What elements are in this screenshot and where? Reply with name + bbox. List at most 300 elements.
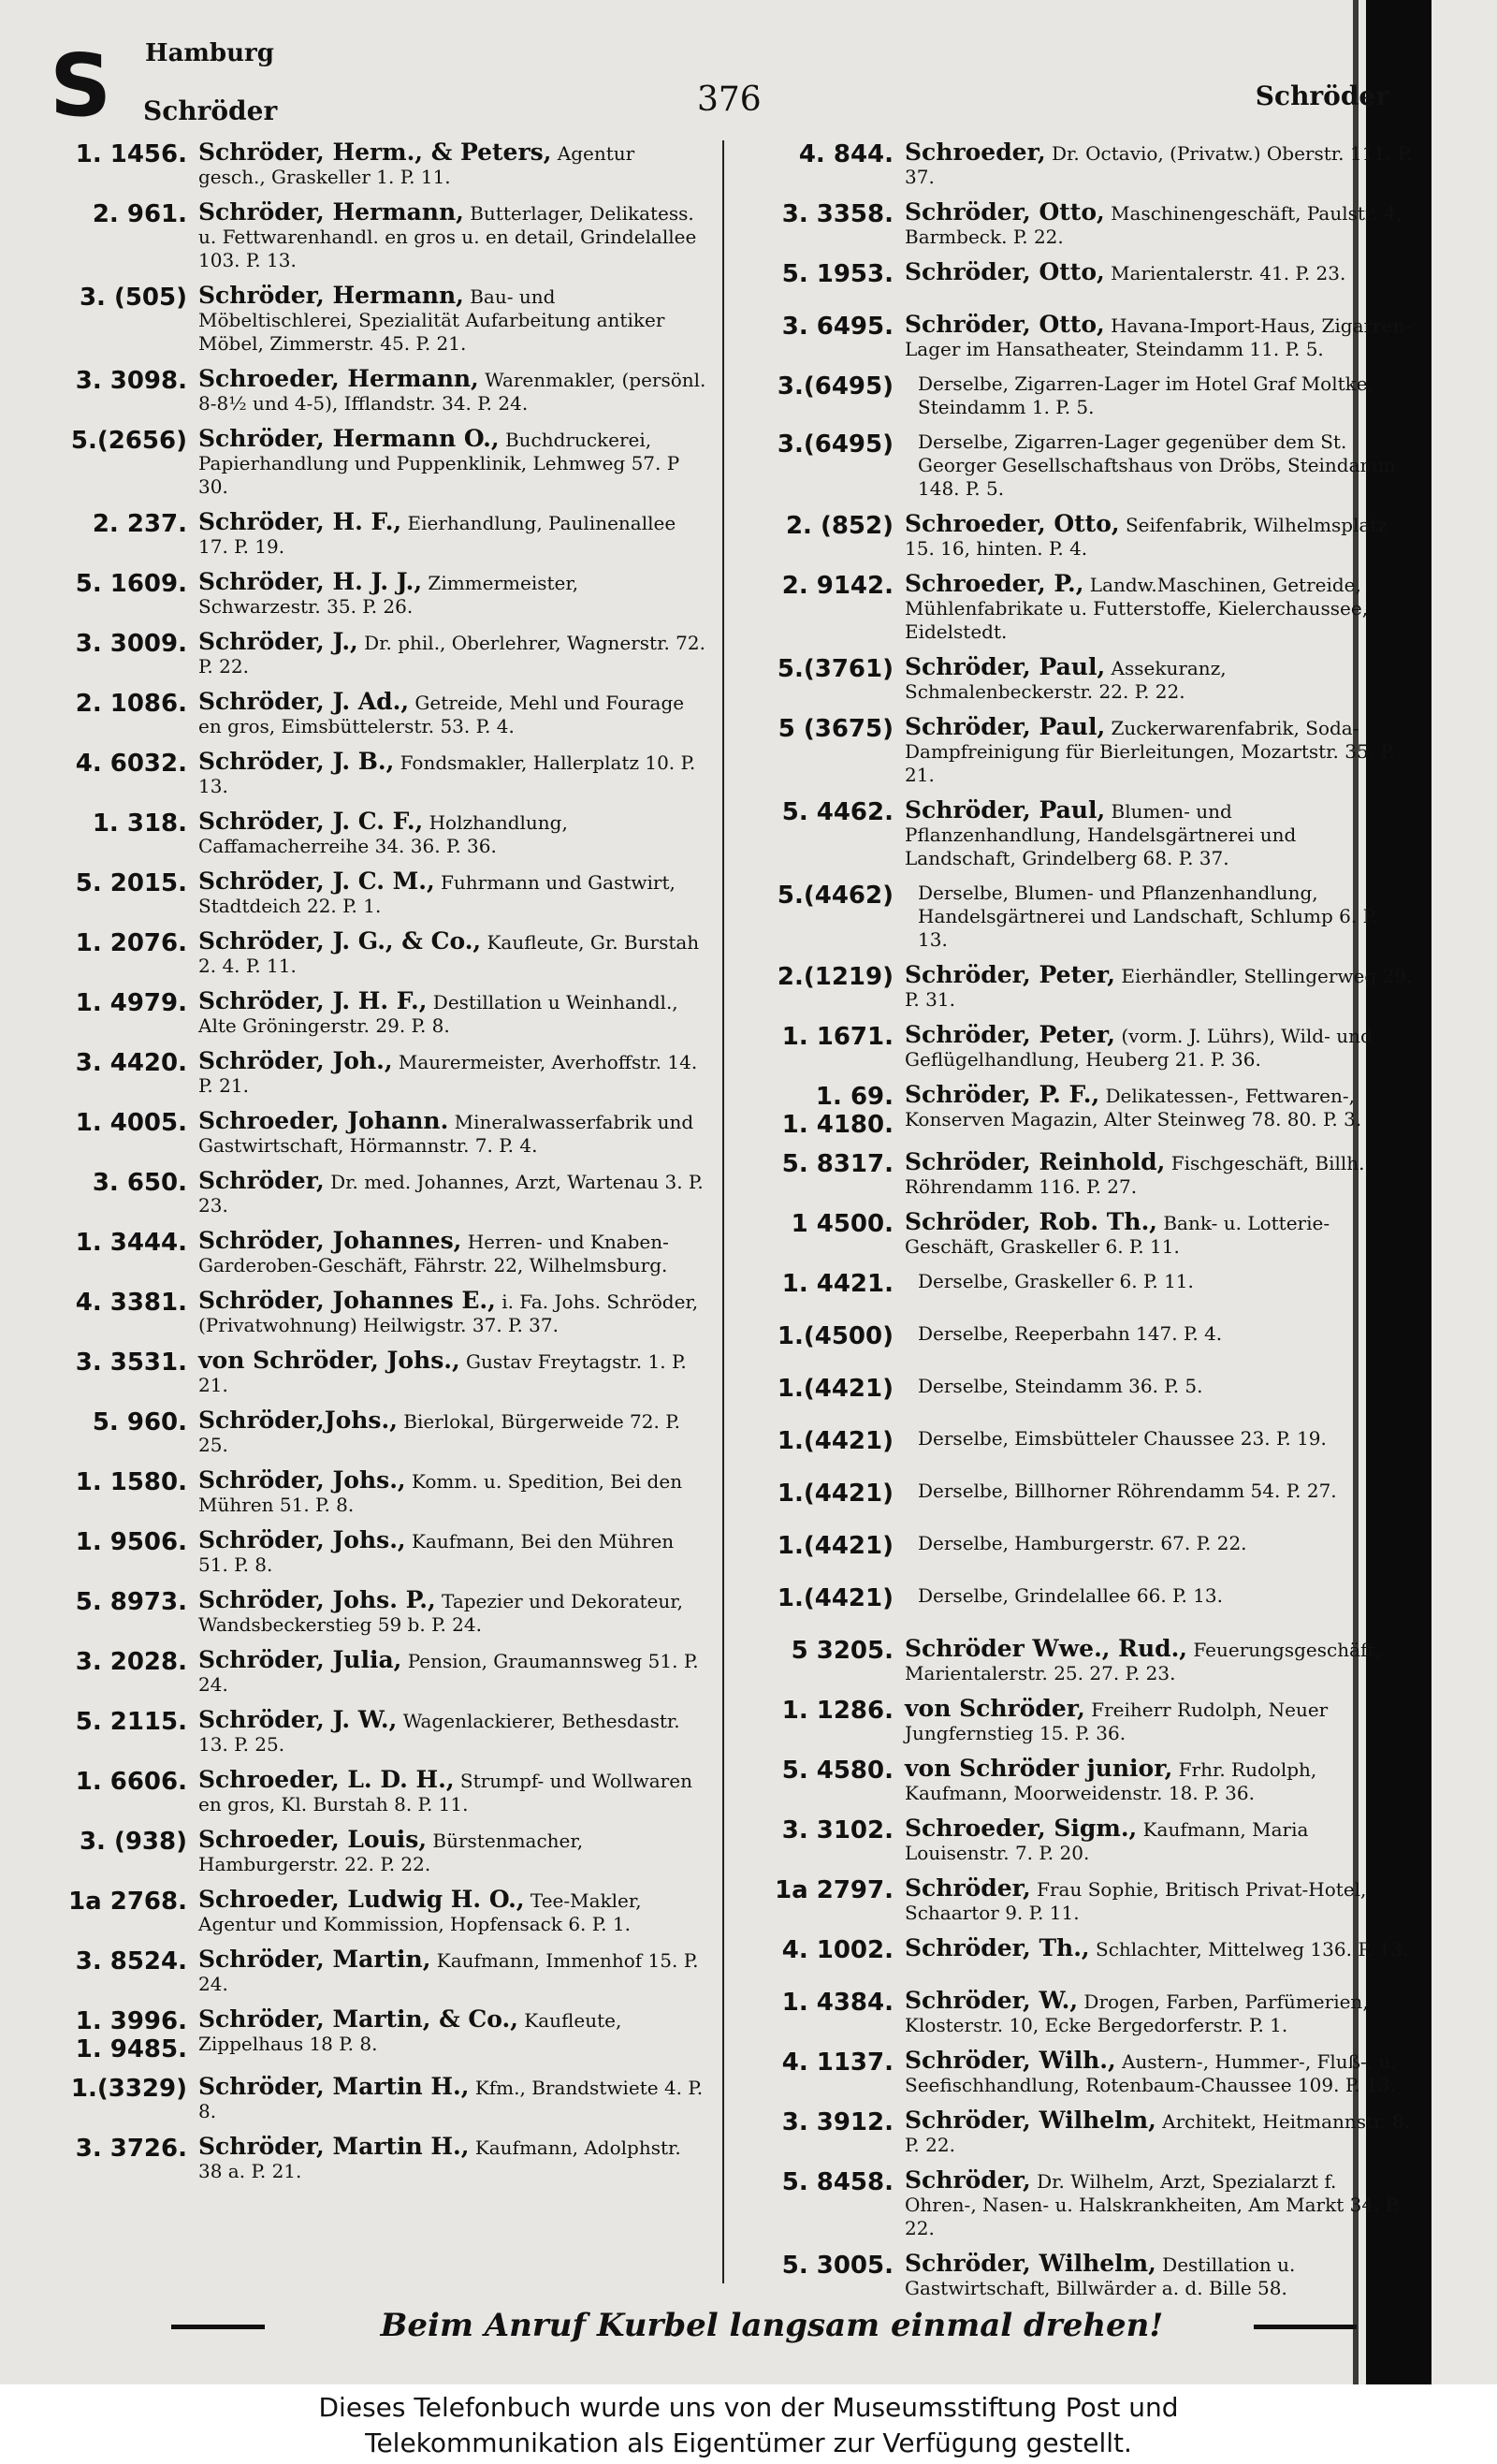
phone-number: 1. 1456. xyxy=(75,140,187,168)
entry-details: Dr. Wilhelm, Arzt, Spezialarzt f. Ohren-, Nasen- u. Halskrankheiten, Am Markt 34. P. 22. xyxy=(905,2170,1401,2239)
phone-number: 5. 1609. xyxy=(75,570,187,598)
subscriber-name: Schröder, H. J. J., xyxy=(198,568,423,595)
entry-details: Marientalerstr. 41. P. 23. xyxy=(1111,262,1346,284)
listing-entry xyxy=(42,1229,706,1277)
subscriber-name: Schröder, Otto, xyxy=(905,198,1105,226)
subscriber-name: Schröder, Joh., xyxy=(198,1047,393,1074)
listing-columns xyxy=(42,139,1413,2299)
subscriber-name: Schroeder, xyxy=(905,139,1046,166)
entry-details: Tapezier und Dekorateur, Wandsbeckerstieg 59 b. P. 24. xyxy=(198,1590,683,1636)
entry-details: Getreide, Mehl und Fourage en gros, Eimsbüttelerstr. 53. P. 4. xyxy=(198,692,685,737)
phone-number: 3. 3102. xyxy=(781,1816,894,1844)
phone-number: 1. 318. xyxy=(92,809,187,838)
subscriber-name: Schröder, Wilhelm, xyxy=(905,2107,1156,2134)
entry-text xyxy=(905,1427,1413,1451)
phone-number: 1. 2076. xyxy=(75,929,187,957)
entry-details: Derselbe, Zigarren-Lager im Hotel Graf Moltke, Steindamm 1. P. 5. xyxy=(918,372,1373,418)
listing-entry xyxy=(748,1375,1413,1416)
phone-number: 1.(3329) xyxy=(70,2075,187,2103)
phone-number: 3. 3358. xyxy=(781,200,894,228)
entry-text xyxy=(198,809,706,858)
subscriber-name: Schröder, Wilh., xyxy=(905,2047,1116,2074)
phone-number: 1a 2797. xyxy=(775,1876,894,1904)
entry-text xyxy=(905,1375,1413,1398)
entry-details: Kaufmann, Maria Louisenstr. 7. P. 20. xyxy=(905,1818,1309,1864)
listing-entry xyxy=(748,572,1413,644)
phone-number: 3. 6495. xyxy=(781,313,894,341)
slogan-bar-right xyxy=(1254,2325,1357,2329)
subscriber-name: Schröder, Paul, xyxy=(905,653,1106,680)
entry-text xyxy=(198,1408,706,1457)
entry-details: Frau Sophie, Britisch Privat-Hotel, Schaartor 9. P. 11. xyxy=(905,1878,1367,1924)
entry-text xyxy=(198,2135,706,2183)
entry-details: Derselbe, Hamburgerstr. 67. P. 22. xyxy=(918,1532,1247,1554)
phone-number: 5. 3005. xyxy=(781,2252,894,2280)
listing-entry xyxy=(748,200,1413,249)
phone-number: 2. 1086. xyxy=(75,690,187,718)
phone-number: 4. 6032. xyxy=(75,750,187,778)
listing-entry xyxy=(42,929,706,978)
listing-entry xyxy=(42,1049,706,1098)
entry-text xyxy=(905,882,1413,952)
entry-details: Architekt, Heitmannstr. 8. P. 22. xyxy=(905,2110,1411,2156)
entry-details: Derselbe, Grindelallee 66. P. 13. xyxy=(918,1584,1223,1607)
entry-text xyxy=(198,1109,706,1158)
listing-entry xyxy=(42,510,706,559)
subscriber-name: Schröder, J. B., xyxy=(198,748,395,775)
entry-details: Dr. phil., Oberlehrer, Wagnerstr. 72. P. 22. xyxy=(198,632,705,678)
listing-entry xyxy=(42,750,706,798)
entry-text xyxy=(198,1468,706,1517)
phone-number: 3. (505) xyxy=(79,284,187,312)
entry-text xyxy=(905,2252,1413,2300)
phone-number: 5.(3761) xyxy=(777,655,894,683)
subscriber-name: von Schröder, Johs., xyxy=(198,1347,460,1374)
phone-number: 5. 8973. xyxy=(75,1588,187,1616)
entry-text xyxy=(198,869,706,918)
listing-entry xyxy=(42,690,706,738)
listing-entry xyxy=(748,1989,1413,2037)
entry-details: Derselbe, Blumen- und Pflanzenhandlung, Handelsgärtnerei und Landschaft, Schlump 6. P. 13. xyxy=(918,882,1378,951)
entry-details: Freiherr Rudolph, Neuer Jungfernstieg 15. P. 36. xyxy=(905,1699,1329,1744)
entry-text xyxy=(198,427,706,499)
subscriber-name: Schröder, Paul, xyxy=(905,713,1106,740)
listing-entry xyxy=(748,2168,1413,2240)
entry-text xyxy=(198,1828,706,1876)
subscriber-name: Schröder, J. G., & Co., xyxy=(198,927,482,955)
listing-entry xyxy=(748,1083,1413,1139)
entry-text xyxy=(198,1528,706,1577)
entry-details: Drogen, Farben, Parfümerien, Klosterstr. 10, Ecke Bergedorferstr. P. 1. xyxy=(905,1990,1369,2036)
listing-entry xyxy=(42,284,706,356)
listing-entry xyxy=(748,372,1413,419)
phone-number: 4. 1137. xyxy=(781,2048,894,2077)
listing-entry xyxy=(748,1757,1413,1805)
listing-entry xyxy=(42,1768,706,1816)
entry-details: Destillation u. Gastwirtschaft, Billwärder a. d. Bille 58. xyxy=(905,2253,1296,2299)
entry-details: Kaufmann, Immenhof 15. P. 24. xyxy=(198,1949,699,1995)
phone-number: 2. 961. xyxy=(92,200,187,228)
entry-text xyxy=(905,1876,1413,1925)
entry-text xyxy=(905,1322,1413,1346)
entry-text xyxy=(905,512,1413,561)
subscriber-name: Schröder, Johannes E., xyxy=(198,1287,496,1314)
entry-text xyxy=(905,1816,1413,1865)
entry-details: Delikatessen-, Fettwaren-, Konserven Magazin, Alter Steinweg 78. 80. P. 3. xyxy=(905,1085,1362,1130)
entry-text xyxy=(905,572,1413,644)
entry-details: Kaufleute, Gr. Burstah 2. 4. P. 11. xyxy=(198,931,700,977)
subscriber-name: Schröder, J. Ad., xyxy=(198,688,410,715)
subscriber-name: Schröder, Hermann O., xyxy=(198,425,500,452)
listing-entry xyxy=(748,1480,1413,1521)
entry-text xyxy=(198,1049,706,1098)
phone-number: 1. 1671. xyxy=(781,1023,894,1051)
phone-number: 1.(4421) xyxy=(777,1375,894,1403)
listing-entry xyxy=(42,1828,706,1876)
entry-text xyxy=(905,1023,1413,1072)
listing-entry xyxy=(42,1708,706,1757)
entry-text xyxy=(198,140,706,189)
subscriber-name: Schröder, Johannes, xyxy=(198,1227,462,1254)
entry-details: Schlachter, Mittelweg 136. P. 13. xyxy=(1096,1938,1409,1961)
phone-number: 1 4500. xyxy=(791,1210,894,1238)
entry-text xyxy=(905,1936,1413,1961)
entry-text xyxy=(905,372,1413,419)
listing-entry xyxy=(748,882,1413,952)
entry-details: Tee-Makler, Agentur und Kommission, Hopfensack 6. P. 1. xyxy=(198,1889,642,1935)
subscriber-name: Schroeder, Sigm., xyxy=(905,1815,1138,1842)
subscriber-name: Schröder, Wilhelm, xyxy=(905,2250,1156,2277)
listing-entry xyxy=(42,1947,706,1996)
listing-entry xyxy=(42,1468,706,1517)
subscriber-name: Schröder, H. F., xyxy=(198,508,402,535)
subscriber-name: Schröder, Johs., xyxy=(198,1466,406,1494)
entry-details: Agentur gesch., Graskeller 1. P. 11. xyxy=(198,142,635,188)
footer-line-2: Telekommunikation als Eigentümer zur Verfügung gestellt. xyxy=(365,2428,1132,2458)
entry-details: Dr. med. Johannes, Arzt, Wartenau 3. P. 23. xyxy=(198,1171,704,1217)
column-divider xyxy=(722,140,724,2283)
entry-details: Warenmakler, (persönl. 8-8½ und 4-5), Ifflandstr. 34. P. 24. xyxy=(198,369,706,415)
entry-details: Butterlager, Delikatess. u. Fettwarenhandl. en gros u. en detail, Grindelallee 103. P. 13. xyxy=(198,202,697,271)
entry-text xyxy=(905,430,1413,501)
listing-entry xyxy=(748,140,1413,189)
subscriber-name: Schroeder, Hermann, xyxy=(198,365,479,392)
entry-details: Seifenfabrik, Wilhelmsplatz 15. 16, hinten. P. 4. xyxy=(905,514,1388,560)
subscriber-name: Schröder, Martin, & Co., xyxy=(198,2005,518,2033)
entry-text xyxy=(905,1480,1413,1503)
entry-details: i. Fa. Johs. Schröder, (Privatwohnung) Heilwigstr. 37. P. 37. xyxy=(198,1290,699,1336)
phone-number: 1. 4979. xyxy=(75,989,187,1017)
entry-text xyxy=(198,929,706,978)
entry-text xyxy=(905,1757,1413,1805)
subscriber-name: Schröder, xyxy=(905,2166,1031,2194)
phone-number: 2. (852) xyxy=(785,512,894,540)
phone-number: 3. (938) xyxy=(79,1828,187,1856)
phone-number: 3.(6495) xyxy=(777,430,894,459)
subscriber-name: von Schröder junior, xyxy=(905,1755,1173,1782)
slogan: Beim Anruf Kurbel langsam einmal drehen! xyxy=(380,2307,1164,2344)
entry-details: Derselbe, Steindamm 36. P. 5. xyxy=(918,1375,1203,1397)
listing-entry xyxy=(748,1876,1413,1925)
phone-number: 1. 1286. xyxy=(781,1697,894,1725)
entry-text xyxy=(198,750,706,798)
listing-entry xyxy=(42,2007,706,2063)
entry-text xyxy=(198,690,706,738)
listing-entry xyxy=(42,140,706,189)
subscriber-name: Schröder, Otto, xyxy=(905,258,1105,285)
listing-entry xyxy=(42,427,706,499)
entry-text xyxy=(905,2048,1413,2097)
entry-details: Bierlokal, Bürgerweide 72. P. 25. xyxy=(198,1410,680,1456)
subscriber-name: Schröder, J. H. F., xyxy=(198,987,428,1014)
phone-number: 1. 1580. xyxy=(75,1468,187,1496)
listing-entry xyxy=(42,1888,706,1936)
listing-entry xyxy=(748,1210,1413,1259)
entry-details: Dr. Octavio, (Privatw.) Oberstr. 111. P. 37. xyxy=(905,142,1413,188)
page-number: 376 xyxy=(697,80,762,119)
phone-number: 1.(4421) xyxy=(777,1480,894,1508)
entry-details: Bank- u. Lotterie-Geschäft, Graskeller 6. P. 11. xyxy=(905,1212,1330,1258)
right-column xyxy=(748,140,1413,2311)
entry-details: Eierhändler, Stellingerweg 29. P. 31. xyxy=(905,965,1413,1011)
entry-text xyxy=(198,1349,706,1397)
phone-number: 3. 3912. xyxy=(781,2108,894,2136)
entry-text xyxy=(198,1289,706,1337)
entry-text xyxy=(198,1229,706,1277)
entry-text xyxy=(905,1270,1413,1293)
entry-text xyxy=(198,284,706,356)
listing-entry xyxy=(748,2252,1413,2300)
listing-entry xyxy=(748,1816,1413,1865)
subscriber-name: Schröder, P. F., xyxy=(905,1081,1100,1108)
entry-details: Austern-, Hummer-, Fluß-, u. Seefischhandlung, Rotenbaum-Chaussee 109. P. 13. xyxy=(905,2050,1397,2096)
phone-number: 1.(4421) xyxy=(777,1532,894,1560)
entry-text xyxy=(198,510,706,559)
phone-number: 3. 3098. xyxy=(75,367,187,395)
listing-entry xyxy=(42,1109,706,1158)
listing-entry xyxy=(42,989,706,1038)
subscriber-name: Schröder, W., xyxy=(905,1987,1079,2014)
entry-details: Zimmermeister, Schwarzestr. 35. P. 26. xyxy=(198,572,579,618)
entry-details: Bau- und Möbeltischlerei, Spezialität Aufarbeitung antiker Möbel, Zimmerstr. 45. P. 21. xyxy=(198,285,665,355)
listing-entry xyxy=(42,1588,706,1637)
phone-number: 4. 1002. xyxy=(781,1936,894,1964)
listing-entry xyxy=(748,1150,1413,1199)
entry-details: Derselbe, Eimsbütteler Chaussee 23. P. 19. xyxy=(918,1427,1327,1450)
entry-text xyxy=(198,1708,706,1757)
phone-number: 1.(4421) xyxy=(777,1427,894,1455)
phone-number: 1. 6606. xyxy=(75,1768,187,1796)
entry-details: Fuhrmann und Gastwirt, Stadtdeich 22. P. 1. xyxy=(198,871,676,917)
entry-text xyxy=(905,1697,1413,1745)
entry-details: Feuerungsgeschäft, Marientalerstr. 25. 27. P. 23. xyxy=(905,1639,1381,1684)
entry-details: Kfm., Brandstwiete 4. P. 8. xyxy=(198,2077,704,2122)
phone-number: 5. 2015. xyxy=(75,869,187,897)
entry-details: Herren- und Knaben-Garderoben-Geschäft, Fährstr. 22, Wilhelmsburg. xyxy=(198,1231,669,1276)
entry-details: Komm. u. Spedition, Bei den Mühren 51. P. 8. xyxy=(198,1470,683,1516)
entry-details: Destillation u Weinhandl., Alte Gröningerstr. 29. P. 8. xyxy=(198,991,678,1037)
entry-details: Holzhandlung, Caffamacherreihe 34. 36. P. 36. xyxy=(198,811,568,857)
entry-text xyxy=(198,630,706,678)
entry-details: Landw.Maschinen, Getreide, Mühlenfabrikate u. Futterstoffe, Kielerchaussee, Eidelstedt. xyxy=(905,574,1369,643)
entry-details: Derselbe, Graskeller 6. P. 11. xyxy=(918,1270,1194,1292)
phone-number: 4. 3381. xyxy=(75,1289,187,1317)
entry-text xyxy=(198,1648,706,1697)
entry-text xyxy=(198,1768,706,1816)
entry-details: Bürstenmacher, Hamburgerstr. 22. P. 22. xyxy=(198,1830,584,1875)
entry-details: Fondsmakler, Hallerplatz 10. P. 13. xyxy=(198,751,696,797)
entry-details: Fischgeschäft, Billh. Röhrendamm 116. P. 27. xyxy=(905,1152,1365,1198)
phone-number: 5. 2115. xyxy=(75,1708,187,1736)
listing-entry xyxy=(748,715,1413,787)
subscriber-name: von Schröder, xyxy=(905,1695,1085,1722)
entry-details: Mineralwasserfabrik und Gastwirtschaft, Hörmannstr. 7. P. 4. xyxy=(198,1111,694,1157)
entry-text xyxy=(198,570,706,619)
entry-details: Blumen- und Pflanzenhandlung, Handelsgärtnerei und Landschaft, Grindelberg 68. P. 37. xyxy=(905,800,1297,869)
listing-entry xyxy=(748,1697,1413,1745)
entry-text xyxy=(198,1888,706,1936)
subscriber-name: Schröder, Rob. Th., xyxy=(905,1208,1157,1235)
listing-entry xyxy=(748,1427,1413,1468)
listing-entry xyxy=(42,367,706,416)
phone-number: 1. 3444. xyxy=(75,1229,187,1257)
entry-text xyxy=(905,140,1413,189)
listing-entry xyxy=(748,512,1413,561)
listing-entry xyxy=(748,963,1413,1012)
entry-text xyxy=(905,2168,1413,2240)
subscriber-name: Schröder, J. W., xyxy=(198,1706,398,1733)
entry-text xyxy=(905,2108,1413,2157)
subscriber-name: Schröder, Otto, xyxy=(905,311,1105,338)
listing-entry xyxy=(42,570,706,619)
phone-number: 2.(1219) xyxy=(777,963,894,991)
listing-entry xyxy=(42,809,706,858)
entry-details: Derselbe, Billhorner Röhrendamm 54. P. 27. xyxy=(918,1480,1337,1502)
phone-number: 5.(2656) xyxy=(70,427,187,455)
section-letter: S xyxy=(50,36,112,136)
entry-text xyxy=(198,1169,706,1217)
subscriber-name: Schroeder, Johann. xyxy=(198,1107,449,1134)
subscriber-name: Schroeder, L. D. H., xyxy=(198,1766,455,1793)
listing-entry xyxy=(42,630,706,678)
listing-entry xyxy=(748,1936,1413,1977)
listing-entry xyxy=(42,1169,706,1217)
subscriber-name: Schroeder, Louis, xyxy=(198,1826,428,1853)
listing-entry xyxy=(748,430,1413,501)
entry-text xyxy=(905,1637,1413,1685)
subscriber-name: Schroeder, Ludwig H. O., xyxy=(198,1886,525,1913)
entry-text xyxy=(905,200,1413,249)
phone-number: 3. 3726. xyxy=(75,2135,187,2163)
phone-number: 5. 4580. xyxy=(781,1757,894,1785)
subscriber-name: Schröder, J. C. F., xyxy=(198,808,424,835)
subscriber-name: Schröder, Paul, xyxy=(905,796,1106,824)
phone-number: 1a 2768. xyxy=(68,1888,187,1916)
listing-entry xyxy=(748,260,1413,301)
phone-number: 3. 650. xyxy=(92,1169,187,1197)
listing-entry xyxy=(42,869,706,918)
listing-entry xyxy=(748,655,1413,704)
phone-number: 3. 3009. xyxy=(75,630,187,658)
subscriber-name: Schröder, Hermann, xyxy=(198,198,464,226)
entry-details: Assekuranz, Schmalenbeckerstr. 22. P. 22. xyxy=(905,657,1227,703)
listing-entry xyxy=(42,200,706,272)
entry-text xyxy=(905,1083,1413,1131)
entry-text xyxy=(905,1210,1413,1259)
entry-details: (vorm. J. Lührs), Wild- und Geflügelhandlung, Heuberg 21. P. 36. xyxy=(905,1025,1373,1071)
subscriber-name: Schröder, Reinhold, xyxy=(905,1148,1166,1175)
entry-details: Kaufmann, Bei den Mühren 51. P. 8. xyxy=(198,1530,675,1576)
listing-entry xyxy=(748,1270,1413,1311)
page-header xyxy=(42,28,1399,136)
entry-details: Maschinengeschäft, Paulstr. 4, Barmbeck. P. 22. xyxy=(905,202,1403,248)
entry-details: Eierhandlung, Paulinenallee 17. P. 19. xyxy=(198,512,676,558)
phone-number: 1.(4500) xyxy=(777,1322,894,1350)
entry-text xyxy=(905,1584,1413,1608)
archive-footer xyxy=(0,2384,1497,2464)
entry-text xyxy=(905,655,1413,704)
subscriber-name: Schröder, Johs. P., xyxy=(198,1586,436,1613)
header-name-left: Schröder xyxy=(143,95,278,126)
subscriber-name: Schroeder, P., xyxy=(905,570,1084,597)
subscriber-name: Schröder, J., xyxy=(198,628,358,655)
phone-number: 3. 2028. xyxy=(75,1648,187,1676)
entry-details: Derselbe, Reeperbahn 147. P. 4. xyxy=(918,1322,1223,1345)
phone-number: 1.(4421) xyxy=(777,1584,894,1612)
subscriber-name: Schröder Wwe., Rud., xyxy=(905,1635,1188,1662)
subscriber-name: Schröder, xyxy=(198,1167,325,1194)
entry-text xyxy=(905,1532,1413,1555)
phone-number: 3. 3531. xyxy=(75,1349,187,1377)
listing-entry xyxy=(748,1584,1413,1626)
subscriber-name: Schröder, Martin H., xyxy=(198,2133,470,2160)
entry-text xyxy=(198,2007,706,2056)
phone-number: 3. 8524. xyxy=(75,1947,187,1976)
phone-number: 1. 4421. xyxy=(781,1270,894,1298)
phone-number: 1. 9506. xyxy=(75,1528,187,1556)
phone-number: 4. 844. xyxy=(798,140,894,168)
listing-entry xyxy=(42,1289,706,1337)
phone-number: 3. 4420. xyxy=(75,1049,187,1077)
subscriber-name: Schröder, Martin H., xyxy=(198,2073,470,2100)
entry-text xyxy=(905,313,1413,361)
entry-details: Kaufmann, Adolphstr. 38 a. P. 21. xyxy=(198,2136,681,2182)
subscriber-name: Schröder, Herm., & Peters, xyxy=(198,139,552,166)
subscriber-name: Schröder, Hermann, xyxy=(198,282,464,309)
entry-text xyxy=(905,1989,1413,2037)
entry-details: Frhr. Rudolph, Kaufmann, Moorweidenstr. 18. P. 36. xyxy=(905,1758,1317,1804)
subscriber-name: Schröder, Martin, xyxy=(198,1946,431,1973)
entry-details: Wagenlackierer, Bethesdastr. 13. P. 25. xyxy=(198,1710,680,1756)
header-name-right: Schröder xyxy=(1255,80,1389,111)
listing-entry xyxy=(748,2048,1413,2097)
entry-text xyxy=(198,1947,706,1996)
listing-entry xyxy=(748,313,1413,361)
entry-details: Zuckerwarenfabrik, Soda-Dampfreinigung für Bierleitungen, Mozartstr. 35. P. 21. xyxy=(905,717,1396,786)
listing-entry xyxy=(748,1322,1413,1363)
entry-text xyxy=(905,715,1413,787)
subscriber-name: Schröder, xyxy=(905,1874,1031,1902)
phone-number: 2. 9142. xyxy=(781,572,894,600)
entry-details: Buchdruckerei, Papierhandlung und Puppenklinik, Lehmweg 57. P 30. xyxy=(198,429,680,498)
phone-number: 2. 237. xyxy=(92,510,187,538)
listing-entry xyxy=(42,1349,706,1397)
phone-number: 5.(4462) xyxy=(777,882,894,910)
subscriber-name: Schröder, Johs., xyxy=(198,1526,406,1553)
entry-details: Pension, Graumannsweg 51. P. 24. xyxy=(198,1650,699,1696)
entry-details: Derselbe, Zigarren-Lager gegenüber dem St. Georger Gesellschaftshaus von Dröbs, Steindamm 148. P. 5. xyxy=(918,430,1396,500)
phone-number: 3.(6495) xyxy=(777,372,894,401)
